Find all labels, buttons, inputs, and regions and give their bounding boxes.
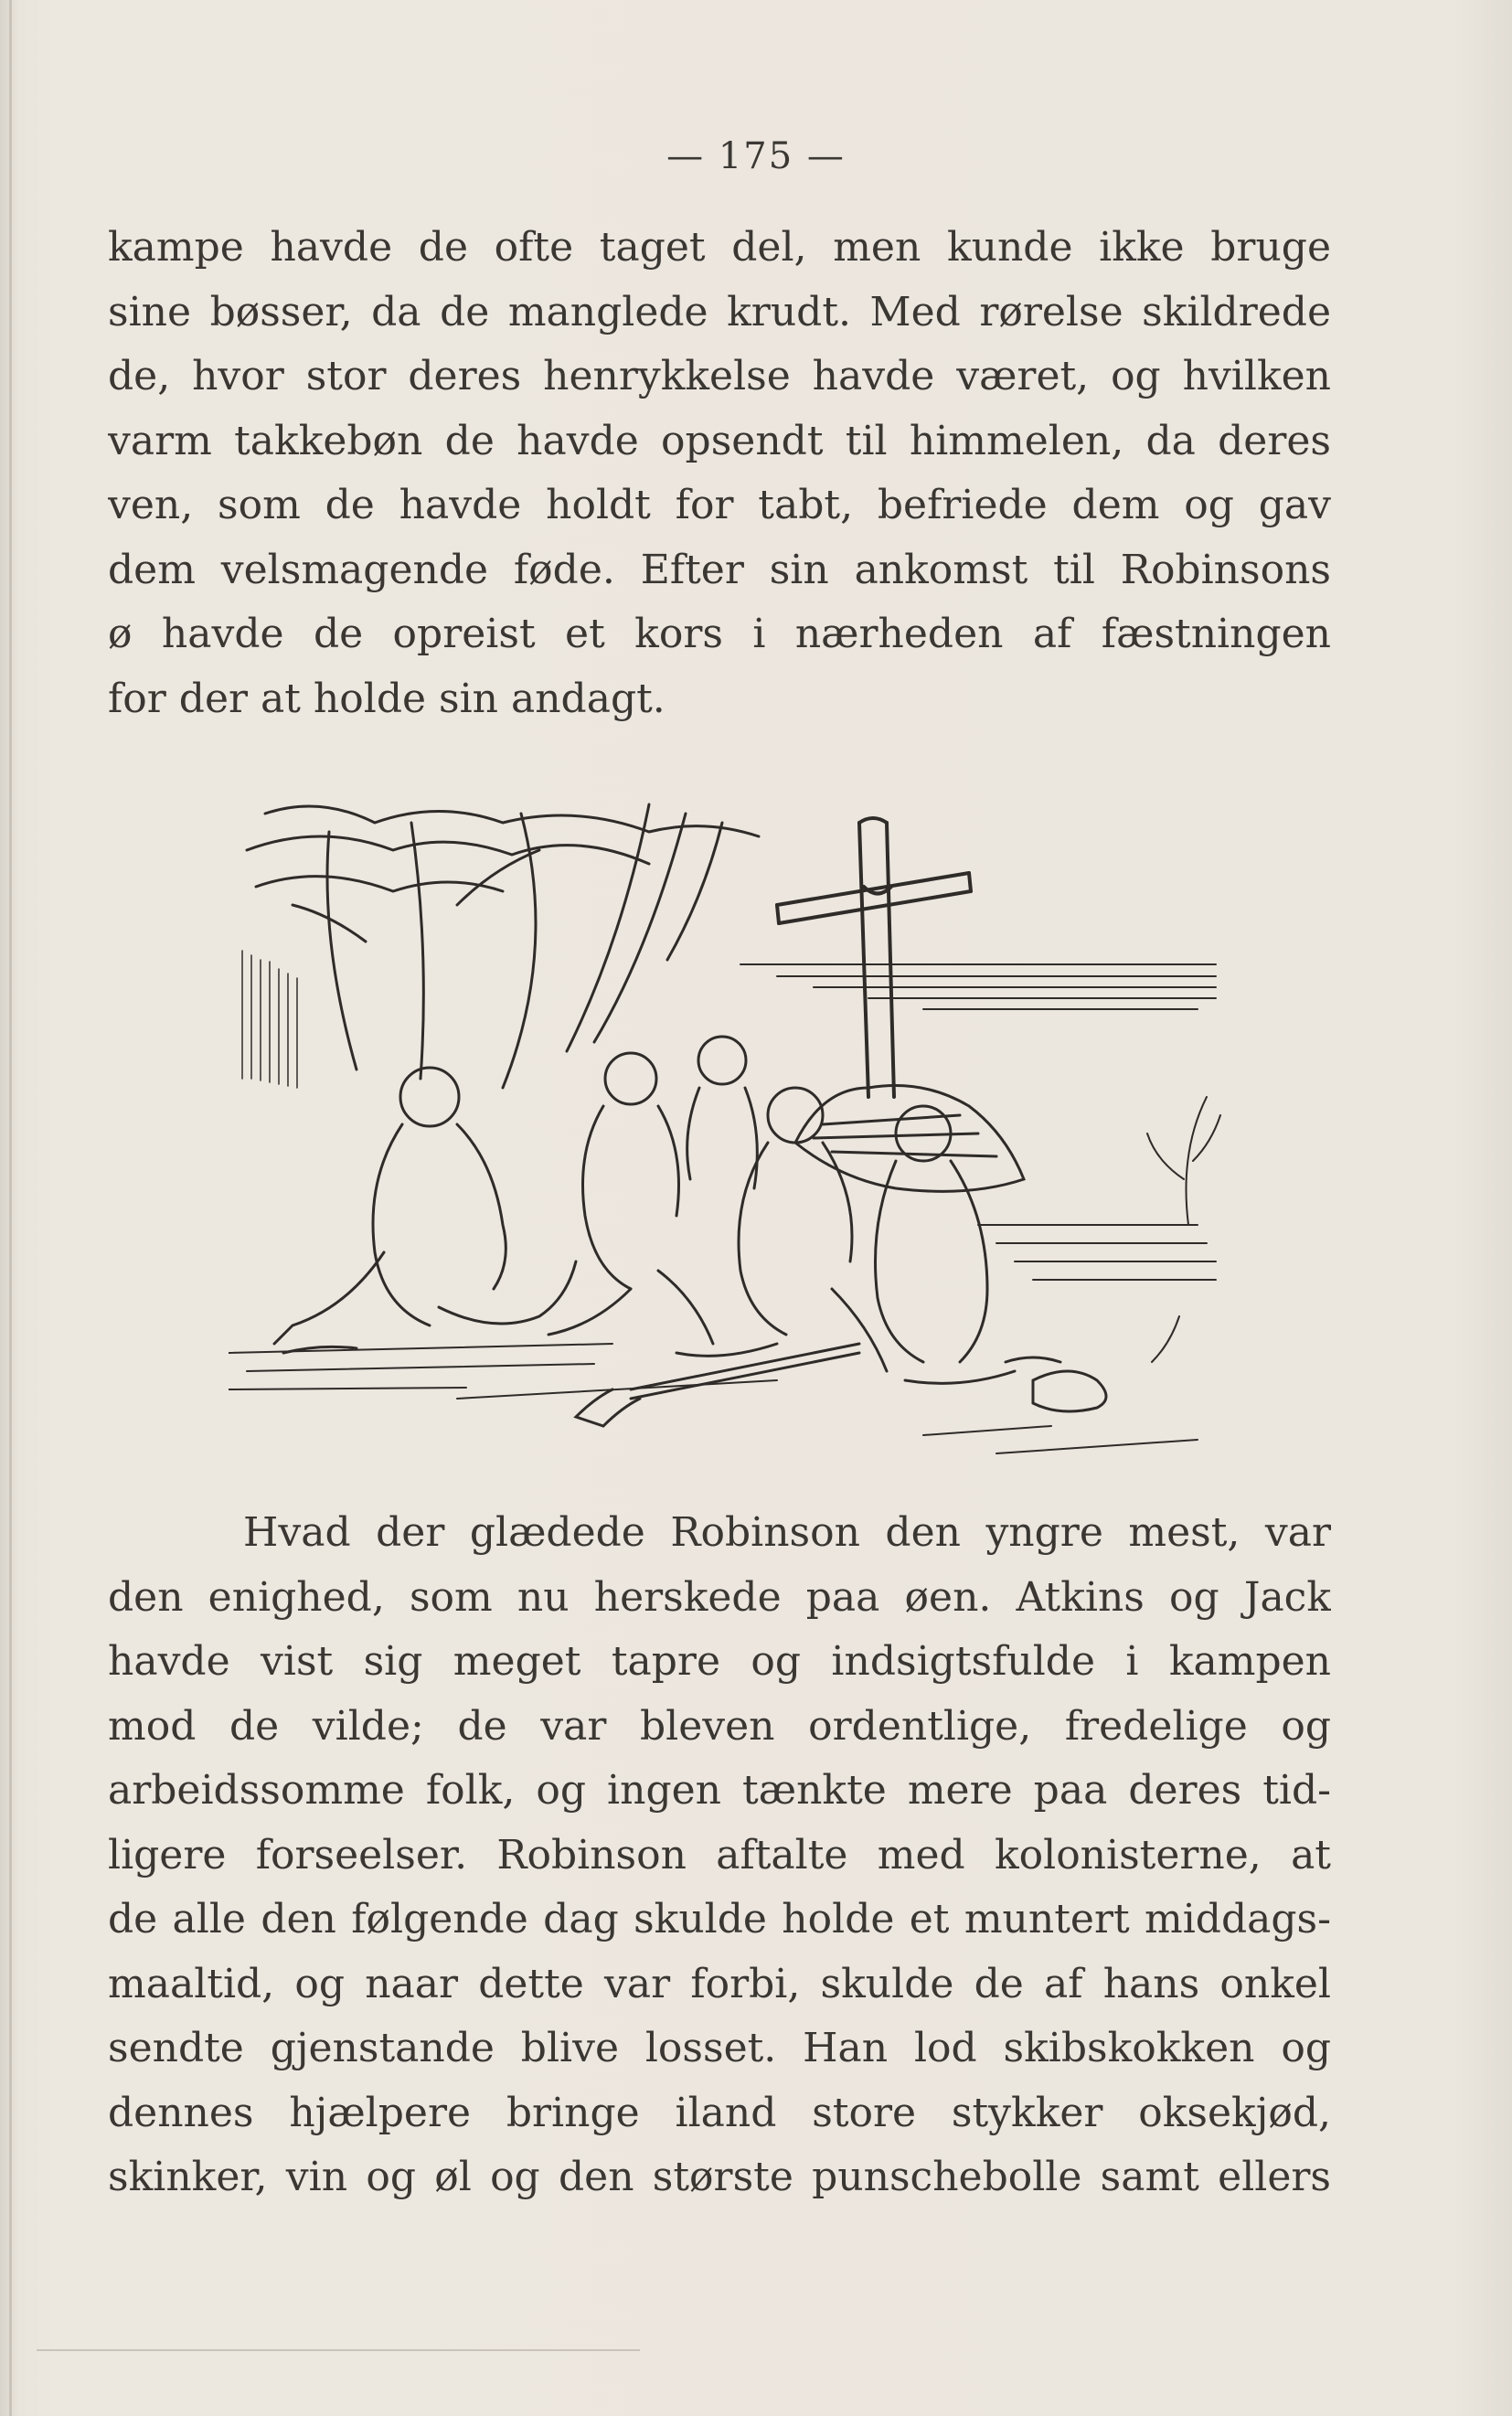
kneeling-figure-3 — [687, 1037, 758, 1188]
text-line: maaltid, og naar dette var forbi, skulde de af hans onkel — [108, 1960, 1331, 2007]
text-line: ø havde de opreist et kors i nærheden af fæstningen — [108, 611, 1331, 657]
text-line: havde vist sig meget tapre og indsigtsfulde i kampen — [108, 1638, 1331, 1685]
hat — [1033, 1371, 1106, 1411]
binding-edge — [9, 0, 12, 2416]
page-bottom-edge — [37, 2349, 640, 2351]
text-line: varm takkebøn de havde opsendt til himmelen, da deres — [108, 417, 1331, 464]
text-line: skinker, vin og øl og den største punschebolle samt ellers — [108, 2154, 1331, 2200]
engraving-illustration — [229, 795, 1225, 1472]
tree-cluster — [247, 804, 759, 1088]
kneeling-figure-4 — [676, 1088, 887, 1371]
text-line: de alle den følgende dag skulde holde et muntert middags- — [108, 1896, 1331, 1942]
text-line: arbeidssomme folk, og ingen tænkte mere paa deres tid- — [108, 1767, 1331, 1814]
text-line: dennes hjælpere bringe iland store stykker oksekjød, — [108, 2089, 1331, 2136]
text-line: sine bøsser, da de manglede krudt. Med rørelse skildrede — [108, 288, 1331, 335]
text-line: sendte gjenstande blive losset. Han lod skibskokken og — [108, 2025, 1331, 2071]
text-line: kampe havde de ofte taget del, men kunde ikke bruge — [108, 224, 1331, 271]
text-line: de, hvor stor deres henrykkelse havde været, og hvilken — [108, 353, 1331, 399]
text-line: for der at holde sin andagt. — [108, 675, 665, 722]
plant — [1147, 1097, 1220, 1362]
rock-mound — [795, 1086, 1024, 1192]
tree-hatching — [242, 951, 297, 1088]
text-line: Hvad der glædede Robinson den yngre mest, var — [243, 1509, 1331, 1556]
text-line: dem velsmagende føde. Efter sin ankomst til Robinsons — [108, 546, 1331, 593]
kneeling-figure-1 — [274, 1068, 576, 1353]
text-line: ligere forseelser. Robinson aftalte med kolonisterne, at — [108, 1831, 1331, 1879]
text-line: den enighed, som nu herskede paa øen. Atkins og Jack — [108, 1573, 1331, 1621]
wooden-cross — [777, 818, 971, 1097]
sea-horizon — [740, 964, 1216, 1009]
kneeling-figure-2 — [548, 1053, 713, 1344]
kneeling-figure-5 — [876, 1106, 1061, 1383]
paragraph-2 — [108, 1501, 1331, 2210]
paragraph-1 — [108, 216, 1331, 731]
text-line: mod de vilde; de var bleven ordentlige, fredelige og — [108, 1702, 1331, 1750]
page-number: — 175 — — [666, 135, 846, 177]
text-line: ven, som de havde holdt for tabt, befriede dem og gav — [108, 482, 1331, 528]
